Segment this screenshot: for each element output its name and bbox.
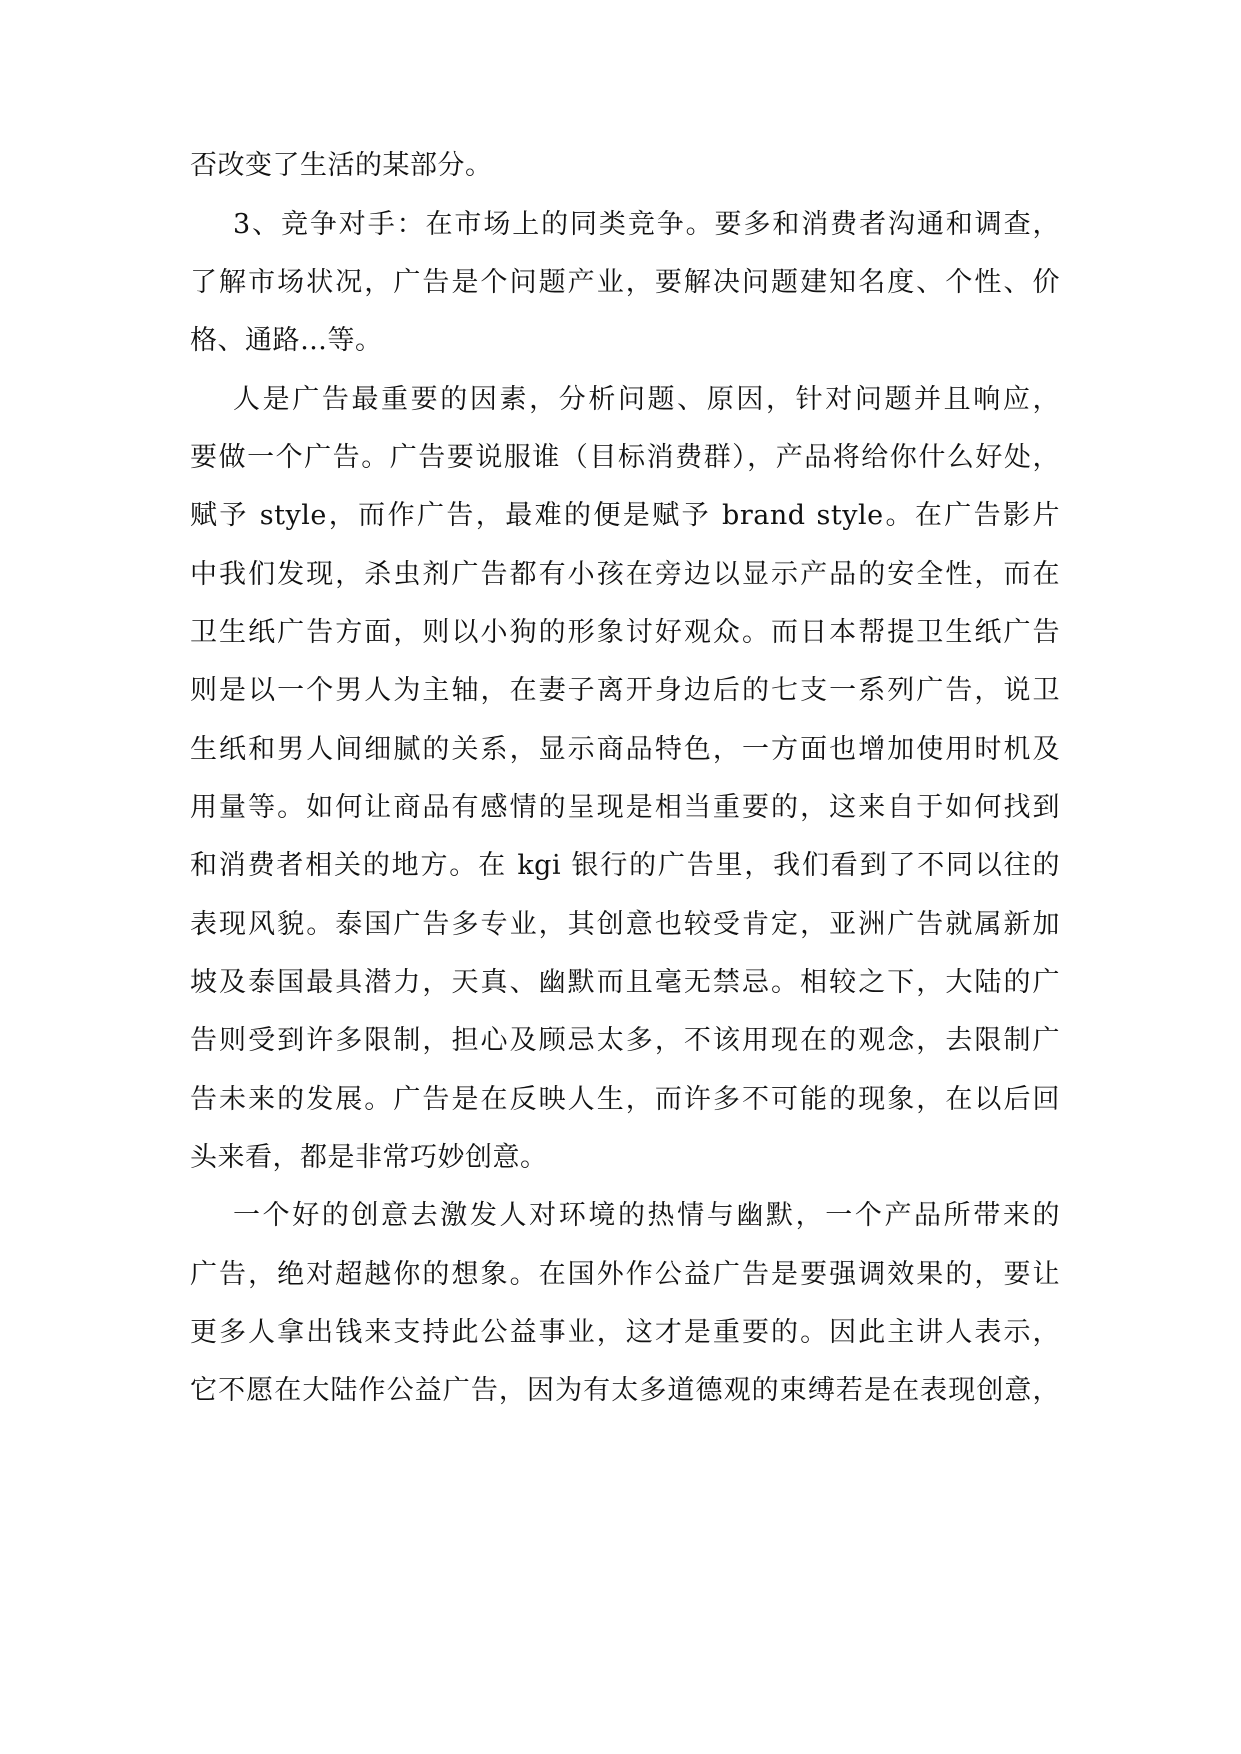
text-line: 广告，绝对超越你的想象。在国外作公益广告是要强调效果的，要让 (190, 1259, 1060, 1290)
text-line: 了解市场状况，广告是个问题产业，要解决问题建知名度、个性、价 (190, 267, 1060, 298)
text-line: 一个好的创意去激发人对环境的热情与幽默，一个产品所带来的 (233, 1200, 1060, 1231)
text-line: 3、竞争对手：在市场上的同类竞争。要多和消费者沟通和调查， (233, 209, 1060, 240)
text-line: 中我们发现，杀虫剂广告都有小孩在旁边以显示产品的安全性，而在 (190, 559, 1060, 590)
text-line: 要做一个广告。广告要说服谁（目标消费群），产品将给你什么好处， (190, 442, 1060, 473)
text-line: 格、通路…等。 (190, 325, 383, 356)
text-line: 则是以一个男人为主轴，在妻子离开身边后的七支一系列广告，说卫 (190, 675, 1060, 706)
text-line: 头来看，都是非常巧妙创意。 (190, 1142, 548, 1173)
text-line: 告则受到许多限制，担心及顾忌太多，不该用现在的观念，去限制广 (190, 1025, 1060, 1056)
text-line: 坡及泰国最具潜力，天真、幽默而且毫无禁忌。相较之下，大陆的广 (190, 967, 1060, 998)
text-line: 生纸和男人间细腻的关系，显示商品特色，一方面也增加使用时机及 (190, 734, 1060, 765)
text-line: 和消费者相关的地方。在 kgi 银行的广告里，我们看到了不同以往的 (190, 850, 1060, 881)
text-line: 告未来的发展。广告是在反映人生，而许多不可能的现象，在以后回 (190, 1084, 1060, 1115)
text-line: 赋予 style，而作广告，最难的便是赋予 brand style。在广告影片 (190, 500, 1060, 531)
text-line: 否改变了生活的某部分。 (190, 150, 493, 181)
text-line: 更多人拿出钱来支持此公益事业，这才是重要的。因此主讲人表示， (190, 1317, 1060, 1348)
text-line: 它不愿在大陆作公益广告，因为有太多道德观的束缚若是在表现创意， (190, 1375, 1060, 1406)
text-line: 表现风貌。泰国广告多专业，其创意也较受肯定，亚洲广告就属新加 (190, 909, 1060, 940)
text-line: 人是广告最重要的因素，分析问题、原因，针对问题并且响应， (233, 384, 1060, 415)
text-line: 卫生纸广告方面，则以小狗的形象讨好观众。而日本帮提卫生纸广告 (190, 617, 1060, 648)
text-line: 用量等。如何让商品有感情的呈现是相当重要的，这来自于如何找到 (190, 792, 1060, 823)
